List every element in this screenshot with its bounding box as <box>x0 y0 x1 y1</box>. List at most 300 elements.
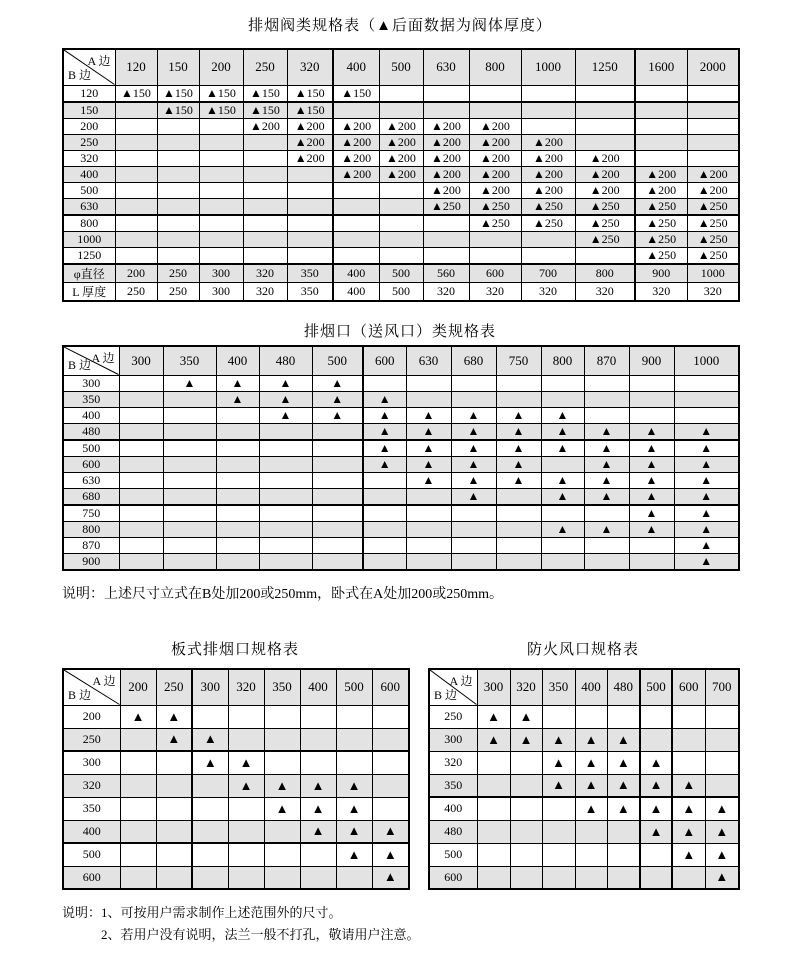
empty-cell <box>199 215 243 232</box>
column-header: 500 <box>640 669 672 705</box>
column-header: 600 <box>372 669 409 705</box>
empty-cell <box>406 375 451 391</box>
empty-cell <box>607 820 640 843</box>
empty-cell <box>119 537 163 553</box>
empty-cell <box>199 166 243 182</box>
row-label: 150 <box>63 102 115 119</box>
empty-cell <box>379 102 423 119</box>
spec-cell: ▲ <box>312 375 363 391</box>
empty-cell <box>640 843 672 866</box>
empty-cell <box>264 705 300 728</box>
empty-cell <box>469 85 521 102</box>
column-header: 480 <box>259 346 312 375</box>
empty-cell <box>406 521 451 537</box>
empty-cell <box>157 215 199 232</box>
empty-cell <box>300 866 336 889</box>
empty-cell <box>510 751 542 774</box>
spec-cell: ▲150 <box>287 102 333 119</box>
spec-cell: ▲ <box>672 774 705 797</box>
spec-cell: ▲ <box>336 797 372 820</box>
empty-cell <box>629 375 674 391</box>
empty-cell <box>115 166 157 182</box>
empty-cell <box>406 488 451 505</box>
row-label: 400 <box>63 407 119 423</box>
empty-cell <box>163 488 216 505</box>
empty-cell <box>163 440 216 457</box>
spec-cell: ▲ <box>259 391 312 407</box>
empty-cell <box>629 407 674 423</box>
spec-cell: ▲200 <box>469 134 521 150</box>
empty-cell <box>575 843 607 866</box>
empty-cell <box>259 456 312 472</box>
spec-cell: 320 <box>687 282 739 301</box>
empty-cell <box>584 375 629 391</box>
empty-cell <box>635 150 687 166</box>
row-label: 200 <box>63 705 120 728</box>
spec-cell: 320 <box>243 264 287 283</box>
spec-cell: 300 <box>199 264 243 283</box>
column-header: 300 <box>477 669 510 705</box>
column-header: 320 <box>287 49 333 85</box>
spec-cell: ▲250 <box>521 198 575 215</box>
row-label: 250 <box>63 728 120 751</box>
spec-cell: ▲150 <box>157 102 199 119</box>
spec-cell: ▲ <box>640 797 672 820</box>
empty-cell <box>687 150 739 166</box>
empty-cell <box>192 774 228 797</box>
empty-cell <box>157 166 199 182</box>
spec-cell: ▲ <box>584 521 629 537</box>
spec-cell: ▲ <box>451 407 496 423</box>
spec-cell: 300 <box>199 282 243 301</box>
empty-cell <box>496 375 541 391</box>
empty-cell <box>333 231 379 247</box>
empty-cell <box>192 705 228 728</box>
spec-cell: ▲200 <box>687 182 739 198</box>
empty-cell <box>379 247 423 264</box>
empty-cell <box>199 134 243 150</box>
empty-cell <box>312 521 363 537</box>
spec-cell: ▲ <box>541 423 584 440</box>
fire-vent-spec-table <box>428 668 740 890</box>
column-header: 900 <box>629 346 674 375</box>
empty-cell <box>423 247 469 264</box>
empty-cell <box>672 866 705 889</box>
empty-cell <box>363 488 406 505</box>
row-label: 500 <box>63 182 115 198</box>
empty-cell <box>312 553 363 570</box>
empty-cell <box>477 774 510 797</box>
empty-cell <box>451 375 496 391</box>
spec-cell: ▲ <box>228 774 264 797</box>
empty-cell <box>312 505 363 522</box>
column-header: 350 <box>264 669 300 705</box>
column-header: 2000 <box>687 49 739 85</box>
empty-cell <box>243 150 287 166</box>
empty-cell <box>259 553 312 570</box>
spec-cell: ▲ <box>674 553 739 570</box>
empty-cell <box>199 231 243 247</box>
spec-cell: ▲ <box>264 797 300 820</box>
spec-cell: ▲250 <box>687 247 739 264</box>
empty-cell <box>477 751 510 774</box>
spec-cell: ▲250 <box>469 198 521 215</box>
spec-cell: ▲ <box>672 820 705 843</box>
column-header: 200 <box>199 49 243 85</box>
row-label: 400 <box>63 820 120 843</box>
empty-cell <box>607 705 640 728</box>
empty-cell <box>629 553 674 570</box>
empty-cell <box>333 215 379 232</box>
spec-cell: ▲200 <box>469 182 521 198</box>
empty-cell <box>423 102 469 119</box>
spec-cell: ▲200 <box>287 134 333 150</box>
spec-cell: 350 <box>287 282 333 301</box>
empty-cell <box>672 751 705 774</box>
spec-cell: ▲ <box>541 407 584 423</box>
spec-cell: ▲ <box>674 423 739 440</box>
spec-cell: ▲200 <box>635 166 687 182</box>
spec-cell: ▲ <box>629 456 674 472</box>
corner-label-a: A 边 <box>92 674 116 688</box>
spec-cell: 900 <box>635 264 687 283</box>
spec-cell: ▲ <box>575 751 607 774</box>
empty-cell <box>584 505 629 522</box>
empty-cell <box>336 751 372 774</box>
empty-cell <box>243 247 287 264</box>
spec-cell: ▲ <box>496 456 541 472</box>
spec-cell: ▲200 <box>575 150 635 166</box>
empty-cell <box>333 102 379 119</box>
empty-cell <box>705 774 739 797</box>
corner-label-a: A 边 <box>87 54 111 68</box>
empty-cell <box>477 866 510 889</box>
row-label: 400 <box>63 166 115 182</box>
empty-cell <box>477 820 510 843</box>
empty-cell <box>477 843 510 866</box>
empty-cell <box>687 85 739 102</box>
empty-cell <box>192 820 228 843</box>
empty-cell <box>119 391 163 407</box>
empty-cell <box>115 134 157 150</box>
column-header: 800 <box>541 346 584 375</box>
empty-cell <box>406 391 451 407</box>
empty-cell <box>542 820 575 843</box>
column-header: 700 <box>705 669 739 705</box>
plate-outlet-table-title: 板式排烟口规格表 <box>170 642 299 658</box>
empty-cell <box>584 391 629 407</box>
spec-cell: ▲250 <box>635 198 687 215</box>
empty-cell <box>423 215 469 232</box>
empty-cell <box>575 820 607 843</box>
spec-cell: 200 <box>115 264 157 283</box>
empty-cell <box>496 488 541 505</box>
empty-cell <box>115 198 157 215</box>
row-label: 1000 <box>63 231 115 247</box>
empty-cell <box>163 391 216 407</box>
spec-cell: ▲ <box>541 472 584 488</box>
spec-cell: 350 <box>287 264 333 283</box>
empty-cell <box>163 423 216 440</box>
column-header: 600 <box>672 669 705 705</box>
empty-cell <box>312 537 363 553</box>
spec-cell: ▲200 <box>423 134 469 150</box>
empty-cell <box>687 134 739 150</box>
spec-cell: ▲ <box>163 375 216 391</box>
spec-cell: ▲ <box>363 423 406 440</box>
empty-cell <box>120 866 156 889</box>
empty-cell <box>372 797 409 820</box>
empty-cell <box>163 521 216 537</box>
spec-cell: ▲ <box>541 521 584 537</box>
spec-cell: ▲250 <box>635 231 687 247</box>
spec-cell: ▲ <box>674 488 739 505</box>
column-header: 1600 <box>635 49 687 85</box>
empty-cell <box>363 521 406 537</box>
spec-cell: ▲250 <box>635 215 687 232</box>
spec-cell: ▲ <box>607 797 640 820</box>
spec-cell: ▲ <box>674 537 739 553</box>
row-label: 300 <box>63 375 119 391</box>
empty-cell <box>672 728 705 751</box>
empty-cell <box>115 150 157 166</box>
spec-cell: ▲200 <box>333 150 379 166</box>
row-label: 800 <box>63 521 119 537</box>
empty-cell <box>264 751 300 774</box>
outlet-table-title: 排烟口（送风口）类规格表 <box>303 324 496 340</box>
spec-cell: ▲200 <box>423 182 469 198</box>
empty-cell <box>521 247 575 264</box>
spec-cell: ▲ <box>584 488 629 505</box>
spec-cell: ▲200 <box>287 118 333 134</box>
empty-cell <box>264 843 300 866</box>
column-header: 250 <box>156 669 192 705</box>
empty-cell <box>156 774 192 797</box>
corner-label-b: B 边 <box>68 67 92 82</box>
spec-cell: ▲150 <box>115 85 157 102</box>
column-header: 350 <box>542 669 575 705</box>
empty-cell <box>541 456 584 472</box>
spec-cell: ▲200 <box>423 150 469 166</box>
empty-cell <box>635 134 687 150</box>
spec-cell: ▲200 <box>423 118 469 134</box>
empty-cell <box>542 843 575 866</box>
empty-cell <box>584 537 629 553</box>
spec-cell: ▲ <box>640 774 672 797</box>
spec-cell: 320 <box>635 282 687 301</box>
empty-cell <box>259 537 312 553</box>
empty-cell <box>372 751 409 774</box>
empty-cell <box>312 423 363 440</box>
spec-cell: ▲ <box>629 440 674 457</box>
empty-cell <box>287 166 333 182</box>
empty-cell <box>640 728 672 751</box>
valve-table-title: 排烟阀类规格表（▲后面数据为阀体厚度） <box>248 18 552 34</box>
empty-cell <box>264 728 300 751</box>
row-label: 480 <box>63 423 119 440</box>
empty-cell <box>541 375 584 391</box>
empty-cell <box>163 472 216 488</box>
row-label: 320 <box>63 774 120 797</box>
spec-cell: ▲ <box>336 774 372 797</box>
spec-cell: ▲200 <box>521 182 575 198</box>
empty-cell <box>575 85 635 102</box>
column-header: 320 <box>510 669 542 705</box>
column-header: 400 <box>575 669 607 705</box>
spec-cell: ▲200 <box>521 150 575 166</box>
spec-cell: ▲ <box>406 407 451 423</box>
empty-cell <box>640 866 672 889</box>
spec-cell: ▲ <box>406 456 451 472</box>
spec-cell: ▲ <box>541 440 584 457</box>
spec-cell: ▲ <box>575 774 607 797</box>
spec-cell: ▲ <box>451 456 496 472</box>
empty-cell <box>163 537 216 553</box>
empty-cell <box>243 166 287 182</box>
empty-cell <box>163 456 216 472</box>
empty-cell <box>120 774 156 797</box>
empty-cell <box>705 751 739 774</box>
empty-cell <box>521 102 575 119</box>
empty-cell <box>674 407 739 423</box>
plate-outlet-spec-table <box>62 668 410 890</box>
row-label: 350 <box>63 391 119 407</box>
empty-cell <box>259 472 312 488</box>
column-header: 870 <box>584 346 629 375</box>
empty-cell <box>156 866 192 889</box>
mid-note: 说明：上述尺寸立式在B处加200或250mm，卧式在A处加200或250mm。 <box>62 587 504 602</box>
spec-cell: ▲ <box>312 391 363 407</box>
spec-cell: ▲ <box>363 407 406 423</box>
spec-cell: 320 <box>243 282 287 301</box>
empty-cell <box>216 488 259 505</box>
spec-cell: ▲200 <box>521 134 575 150</box>
row-label: 1250 <box>63 247 115 264</box>
spec-cell: ▲ <box>228 751 264 774</box>
column-header: 200 <box>120 669 156 705</box>
column-header: 150 <box>157 49 199 85</box>
empty-cell <box>423 231 469 247</box>
corner-label-b: B 边 <box>434 687 458 702</box>
row-label: 200 <box>63 118 115 134</box>
corner-label-b: B 边 <box>68 357 92 372</box>
spec-cell: ▲ <box>542 774 575 797</box>
spec-cell: ▲ <box>372 820 409 843</box>
fire-vent-table-title: 防火风口规格表 <box>526 642 639 658</box>
column-header: 1250 <box>575 49 635 85</box>
empty-cell <box>521 118 575 134</box>
column-header: 800 <box>469 49 521 85</box>
spec-cell: ▲ <box>406 472 451 488</box>
empty-cell <box>542 705 575 728</box>
empty-cell <box>243 134 287 150</box>
row-label: 900 <box>63 553 119 570</box>
row-label: 800 <box>63 215 115 232</box>
spec-cell: ▲ <box>120 705 156 728</box>
empty-cell <box>451 537 496 553</box>
spec-cell: ▲ <box>363 391 406 407</box>
column-header: 250 <box>243 49 287 85</box>
spec-cell: ▲200 <box>423 166 469 182</box>
empty-cell <box>259 521 312 537</box>
spec-cell: ▲ <box>705 843 739 866</box>
empty-cell <box>199 118 243 134</box>
empty-cell <box>372 774 409 797</box>
empty-cell <box>259 488 312 505</box>
spec-cell: ▲ <box>451 423 496 440</box>
empty-cell <box>287 247 333 264</box>
spec-cell: ▲ <box>336 843 372 866</box>
empty-cell <box>584 407 629 423</box>
empty-cell <box>300 751 336 774</box>
empty-cell <box>451 391 496 407</box>
spec-cell: ▲ <box>156 728 192 751</box>
empty-cell <box>228 866 264 889</box>
spec-cell: ▲ <box>674 472 739 488</box>
empty-cell <box>216 521 259 537</box>
spec-cell: ▲250 <box>575 231 635 247</box>
spec-cell: ▲ <box>156 705 192 728</box>
empty-cell <box>199 182 243 198</box>
empty-cell <box>575 705 607 728</box>
spec-cell: ▲ <box>372 866 409 889</box>
empty-cell <box>243 198 287 215</box>
row-label: 350 <box>429 774 477 797</box>
spec-cell: 320 <box>575 282 635 301</box>
spec-cell: ▲200 <box>333 134 379 150</box>
spec-cell: ▲ <box>542 751 575 774</box>
empty-cell <box>674 375 739 391</box>
empty-cell <box>192 797 228 820</box>
empty-cell <box>372 728 409 751</box>
spec-cell: ▲ <box>584 456 629 472</box>
empty-cell <box>705 728 739 751</box>
row-label: 320 <box>63 150 115 166</box>
bottom-note-2: 2、若用户没有说明，法兰一般不打孔，敬请用户注意。 <box>101 927 420 943</box>
spec-cell: ▲ <box>672 797 705 820</box>
corner-header <box>63 669 120 705</box>
empty-cell <box>379 182 423 198</box>
spec-cell: ▲ <box>584 472 629 488</box>
spec-cell: ▲ <box>406 423 451 440</box>
row-label: L 厚度 <box>63 282 115 301</box>
spec-cell: ▲250 <box>687 215 739 232</box>
empty-cell <box>157 150 199 166</box>
spec-cell: ▲ <box>496 440 541 457</box>
row-label: 250 <box>63 134 115 150</box>
spec-cell: ▲200 <box>575 166 635 182</box>
empty-cell <box>496 521 541 537</box>
empty-cell <box>264 866 300 889</box>
spec-cell: ▲200 <box>287 150 333 166</box>
spec-cell: ▲ <box>363 440 406 457</box>
spec-cell: ▲150 <box>287 85 333 102</box>
empty-cell <box>575 118 635 134</box>
spec-cell: ▲250 <box>575 215 635 232</box>
empty-cell <box>300 843 336 866</box>
column-header: 500 <box>379 49 423 85</box>
column-header: 600 <box>363 346 406 375</box>
empty-cell <box>199 247 243 264</box>
empty-cell <box>119 456 163 472</box>
column-header: 300 <box>119 346 163 375</box>
spec-cell: ▲150 <box>157 85 199 102</box>
spec-cell: ▲ <box>451 488 496 505</box>
empty-cell <box>119 521 163 537</box>
empty-cell <box>451 521 496 537</box>
empty-cell <box>521 85 575 102</box>
column-header: 320 <box>228 669 264 705</box>
